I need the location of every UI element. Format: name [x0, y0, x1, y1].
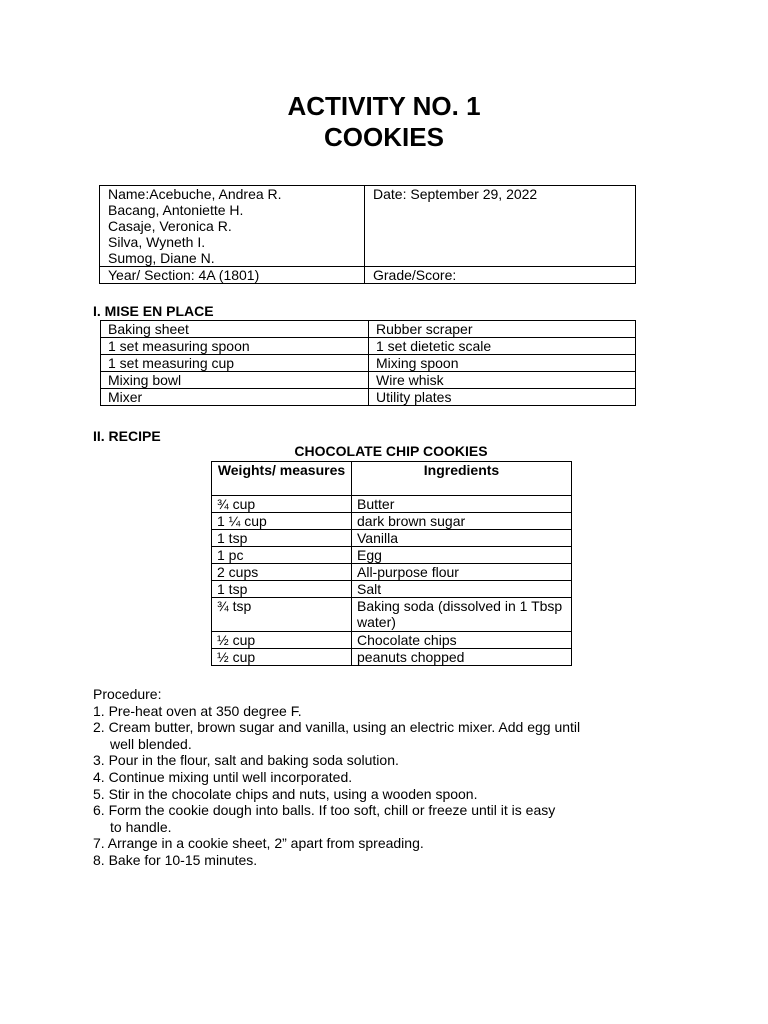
- equipment-item: Mixing spoon: [369, 355, 636, 372]
- student-name: Name:Acebuche, Andrea R.: [108, 186, 282, 202]
- procedure-step: [93, 835, 653, 852]
- year-section-cell: Year/ Section: 4A (1801): [100, 267, 365, 284]
- recipe-heading: II. RECIPE: [93, 428, 161, 444]
- table-row: [212, 547, 572, 564]
- equipment-item: Rubber scraper: [369, 321, 636, 338]
- ingredient-cell: All-purpose flour: [352, 564, 572, 581]
- procedure-step: [93, 802, 653, 835]
- table-row: [101, 338, 636, 355]
- ingredient-cell: Chocolate chips: [352, 632, 572, 649]
- student-name: Bacang, Antoniette H.: [108, 202, 244, 218]
- table-row: [212, 530, 572, 547]
- ingredient-cell: Vanilla: [352, 530, 572, 547]
- step-text: 5. Stir in the chocolate chips and nuts, using a wooden spoon.: [93, 785, 478, 802]
- equipment-item: 1 set dietetic scale: [369, 338, 636, 355]
- table-row: [212, 513, 572, 530]
- procedure-step: [93, 752, 653, 769]
- equipment-item: Baking sheet: [101, 321, 369, 338]
- activity-title: ACTIVITY NO. 1: [287, 91, 481, 121]
- measure-cell: ¾ cup: [212, 496, 352, 513]
- table-row: [212, 632, 572, 649]
- step-continuation: well blended.: [110, 735, 192, 752]
- table-row: [101, 372, 636, 389]
- step-text: 4. Continue mixing until well incorporated.: [93, 768, 353, 785]
- equipment-item: Utility plates: [369, 389, 636, 406]
- ingredient-cell: Salt: [352, 581, 572, 598]
- procedure-step: [93, 852, 653, 869]
- equipment-item: 1 set measuring cup: [101, 355, 369, 372]
- student-name: Silva, Wyneth I.: [108, 234, 206, 250]
- procedure-step: [93, 719, 653, 752]
- grade-score-cell: Grade/Score:: [365, 267, 636, 284]
- names-cell: [100, 186, 365, 267]
- table-header-row: [212, 462, 572, 496]
- table-row: [212, 649, 572, 666]
- student-name: Casaje, Veronica R.: [108, 218, 232, 234]
- ingredient-cell: peanuts chopped: [352, 649, 572, 666]
- procedure-step: [93, 769, 653, 786]
- procedure-step: [93, 786, 653, 803]
- equipment-item: Mixer: [101, 389, 369, 406]
- recipe-table: [211, 461, 572, 666]
- step-text: 3. Pour in the flour, salt and baking soda solution.: [93, 752, 399, 769]
- measure-cell: 1 pc: [212, 547, 352, 564]
- table-row: [212, 598, 572, 632]
- table-row: [101, 389, 636, 406]
- step-text: 6. Form the cookie dough into balls. If too soft, chill or freeze until it is easy: [93, 802, 556, 819]
- recipe-title: CHOCOLATE CHIP COOKIES: [294, 443, 488, 459]
- step-text: 1. Pre-heat oven at 350 degree F.: [93, 702, 302, 719]
- measure-cell: 1 tsp: [212, 530, 352, 547]
- date-cell: Date: September 29, 2022: [365, 186, 636, 267]
- measure-cell: 1 tsp: [212, 581, 352, 598]
- ingredients-header: Ingredients: [352, 462, 572, 496]
- step-text: 7. Arrange in a cookie sheet, 2” apart from spreading.: [93, 835, 424, 852]
- student-info-table: [99, 185, 636, 284]
- mise-en-place-table: [100, 320, 636, 406]
- procedure-section: [93, 686, 653, 869]
- equipment-item: Mixing bowl: [101, 372, 369, 389]
- measure-cell: ¾ tsp: [212, 598, 352, 632]
- equipment-item: 1 set measuring spoon: [101, 338, 369, 355]
- table-row: [212, 496, 572, 513]
- measure-cell: 2 cups: [212, 564, 352, 581]
- table-row: [101, 321, 636, 338]
- mise-en-place-heading: I. MISE EN PLACE: [93, 303, 214, 319]
- procedure-heading: Procedure:: [93, 686, 162, 702]
- activity-subtitle: COOKIES: [324, 122, 444, 152]
- ingredient-cell: dark brown sugar: [352, 513, 572, 530]
- measure-cell: 1 ¼ cup: [212, 513, 352, 530]
- procedure-step: [93, 703, 653, 720]
- step-text: 2. Cream butter, brown sugar and vanilla, using an electric mixer. Add egg until: [93, 719, 581, 736]
- student-name: Sumog, Diane N.: [108, 250, 215, 266]
- measure-cell: ½ cup: [212, 632, 352, 649]
- step-continuation: to handle.: [110, 818, 172, 835]
- weights-header: Weights/ measures: [212, 462, 352, 496]
- table-row: [101, 355, 636, 372]
- step-text: 8. Bake for 10-15 minutes.: [93, 851, 258, 868]
- measure-cell: ½ cup: [212, 649, 352, 666]
- ingredient-cell: Egg: [352, 547, 572, 564]
- equipment-item: Wire whisk: [369, 372, 636, 389]
- table-row: [212, 564, 572, 581]
- ingredient-cell: Butter: [352, 496, 572, 513]
- table-row: [212, 581, 572, 598]
- ingredient-cell: Baking soda (dissolved in 1 Tbsp water): [352, 598, 572, 632]
